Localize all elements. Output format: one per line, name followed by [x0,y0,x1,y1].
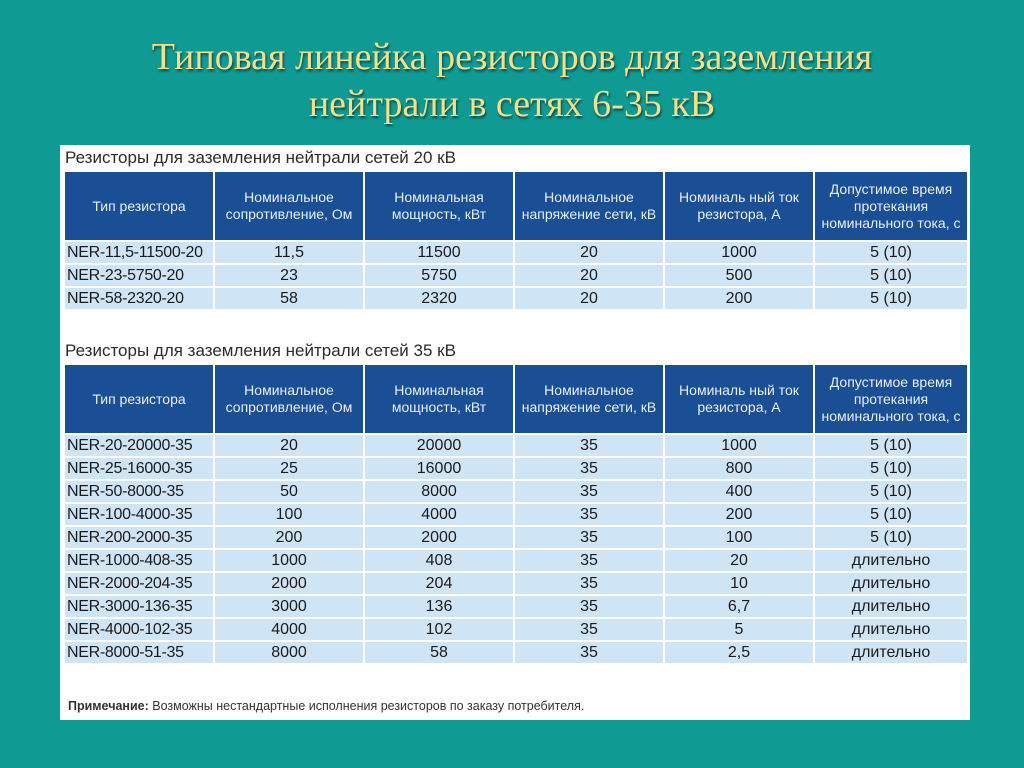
table-cell: 5 (10) [815,527,967,548]
table-row [65,527,967,548]
table-cell: 5 (10) [815,504,967,525]
table-cell: 2,5 [665,642,813,663]
column-header: Допустимое время протекания номинального тока, с [815,365,967,433]
table-cell: 23 [215,265,363,286]
table-cell: 500 [665,265,813,286]
table-cell: 2000 [365,527,513,548]
tables-panel [60,145,970,720]
table-row [65,458,967,479]
column-header: Номиналь ный ток резистора, А [665,365,813,433]
table-cell: 6,7 [665,596,813,617]
table-cell: 8000 [215,642,363,663]
table-20kv [63,170,969,311]
column-header: Номинальное напряжение сети, кВ [515,365,663,433]
resistor-type-cell: NER-25-16000-35 [65,458,213,479]
table-35kv-title: Резисторы для заземления нейтрали сетей 35 кВ [65,341,456,360]
table-cell: 35 [515,550,663,571]
table-cell: 35 [515,619,663,640]
table-cell: 4000 [365,504,513,525]
table-cell: 200 [665,504,813,525]
table-cell: длительно [815,619,967,640]
resistor-type-cell: NER-2000-204-35 [65,573,213,594]
table-row [65,642,967,663]
footnote [68,699,584,713]
table-row [65,573,967,594]
table-cell: 8000 [365,481,513,502]
table-cell: 100 [215,504,363,525]
table-cell: 58 [365,642,513,663]
table-row [65,550,967,571]
table-cell: 20 [665,550,813,571]
resistor-type-cell: NER-1000-408-35 [65,550,213,571]
table-cell: 25 [215,458,363,479]
table-cell: 20 [215,435,363,456]
table-cell: 35 [515,596,663,617]
table-cell: 20000 [365,435,513,456]
column-header: Номинальное напряжение сети, кВ [515,172,663,240]
table-row [65,435,967,456]
table-cell: 20 [515,242,663,263]
table-cell: 35 [515,527,663,548]
table-35kv [63,363,969,665]
table-cell: 800 [665,458,813,479]
column-header: Номиналь ный ток резистора, А [665,172,813,240]
table-cell: 408 [365,550,513,571]
table-cell: 204 [365,573,513,594]
table-cell: 200 [215,527,363,548]
table-row [65,288,967,309]
table-cell: 2000 [215,573,363,594]
table-cell: 2320 [365,288,513,309]
column-header: Тип резистора [65,365,213,433]
table-row [65,481,967,502]
table-cell: 136 [365,596,513,617]
footnote-text: Возможны нестандартные исполнения резисторов по заказу потребителя. [152,699,585,713]
table-cell: 10 [665,573,813,594]
table-cell: 3000 [215,596,363,617]
resistor-type-cell: NER-200-2000-35 [65,527,213,548]
resistor-type-cell: NER-58-2320-20 [65,288,213,309]
slide-title-line-2: нейтрали в сетях 6-35 кВ [308,83,716,125]
table-cell: 4000 [215,619,363,640]
table-cell: 5 (10) [815,481,967,502]
table-cell: 5 [665,619,813,640]
resistor-type-cell: NER-20-20000-35 [65,435,213,456]
resistor-type-cell: NER-100-4000-35 [65,504,213,525]
table-cell: длительно [815,642,967,663]
table-cell: 20 [515,288,663,309]
table-cell: 35 [515,504,663,525]
table-cell: 35 [515,573,663,594]
table-cell: 400 [665,481,813,502]
table-20kv-title: Резисторы для заземления нейтрали сетей 20 кВ [65,148,456,167]
table-cell: длительно [815,573,967,594]
table-cell: 5 (10) [815,288,967,309]
table-cell: 5 (10) [815,435,967,456]
table-row [65,619,967,640]
resistor-type-cell: NER-50-8000-35 [65,481,213,502]
table-cell: 35 [515,481,663,502]
table-cell: 35 [515,435,663,456]
resistor-type-cell: NER-23-5750-20 [65,265,213,286]
table-cell: 5750 [365,265,513,286]
table-cell: 50 [215,481,363,502]
resistor-type-cell: NER-8000-51-35 [65,642,213,663]
resistor-type-cell: NER-3000-136-35 [65,596,213,617]
resistor-type-cell: NER-4000-102-35 [65,619,213,640]
column-header: Номинальное сопротивление, Ом [215,365,363,433]
table-cell: 5 (10) [815,458,967,479]
table-cell: 35 [515,458,663,479]
table-cell: 200 [665,288,813,309]
table-row [65,596,967,617]
table-cell: 102 [365,619,513,640]
resistor-type-cell: NER-11,5-11500-20 [65,242,213,263]
table-cell: 11500 [365,242,513,263]
table-35kv-header-row [65,365,967,433]
table-cell: длительно [815,550,967,571]
table-row [65,265,967,286]
table-row [65,504,967,525]
table-cell: 5 (10) [815,242,967,263]
table-cell: 20 [515,265,663,286]
slide-title [0,34,1024,128]
table-cell: 5 (10) [815,265,967,286]
column-header: Допустимое время протекания номинального тока, с [815,172,967,240]
table-cell: 1000 [665,242,813,263]
table-cell: 1000 [665,435,813,456]
table-cell: 100 [665,527,813,548]
table-20kv-header-row [65,172,967,240]
table-cell: 16000 [365,458,513,479]
column-header: Номинальная мощность, кВт [365,172,513,240]
table-35kv-body [65,435,967,663]
column-header: Номинальное сопротивление, Ом [215,172,363,240]
footnote-label: Примечание: [68,699,149,713]
table-row [65,242,967,263]
table-cell: 1000 [215,550,363,571]
table-cell: длительно [815,596,967,617]
column-header: Номинальная мощность, кВт [365,365,513,433]
table-20kv-body [65,242,967,309]
column-header: Тип резистора [65,172,213,240]
table-cell: 11,5 [215,242,363,263]
table-cell: 58 [215,288,363,309]
slide-title-line-1: Типовая линейка резисторов для заземления [151,36,873,78]
table-cell: 35 [515,642,663,663]
